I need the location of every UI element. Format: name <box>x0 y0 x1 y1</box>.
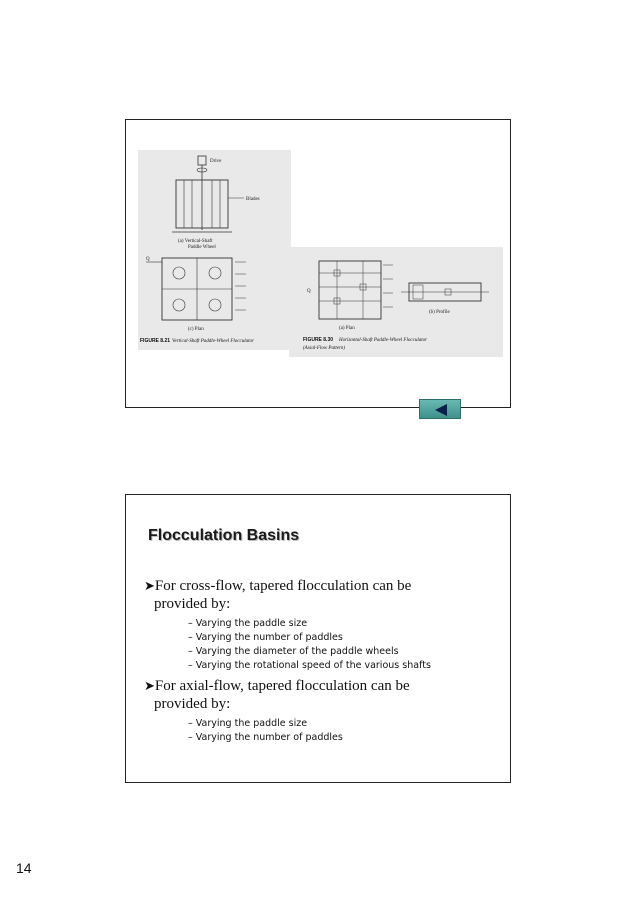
label-sub-a2: Paddle Wheel <box>188 245 216 250</box>
label-sub-a-right: (a) Plan <box>339 326 355 331</box>
page-number: 14 <box>16 860 32 876</box>
figure-vertical-shaft-flocculator <box>138 150 291 350</box>
sub-list-axial-flow <box>188 717 504 745</box>
bullet-line2: provided by: <box>154 596 231 612</box>
arrow-bullet-icon: ➤ <box>144 578 155 593</box>
back-triangle-icon <box>435 404 447 416</box>
bullet-line1: For cross-flow, tapered flocculation can be <box>154 578 412 594</box>
caption-label-right: FIGURE 8.30 <box>303 337 334 343</box>
sub-list-cross-flow <box>188 617 504 673</box>
sub-item: – Varying the paddle size <box>188 717 504 731</box>
bullet-line1: For axial-flow, tapered flocculation can be <box>154 678 410 694</box>
caption-label-left: FIGURE 8.21 <box>140 338 171 344</box>
bullet-axial-flow <box>144 677 504 713</box>
sub-item: – Varying the number of paddles <box>188 631 504 645</box>
label-blades: Blades <box>246 197 260 202</box>
label-sub-b-right: (b) Profile <box>429 310 450 315</box>
sub-item: – Varying the diameter of the paddle wheels <box>188 645 504 659</box>
slide-figures <box>125 119 511 408</box>
label-sub-a: (a) Vertical-Shaft <box>178 239 213 244</box>
caption-text-right: Horizontal-Shaft Paddle-Wheel Flocculator <box>339 338 428 343</box>
sub-item: – Varying the rotational speed of the various shafts <box>188 659 504 673</box>
label-sub-c: (c) Plan <box>188 327 204 332</box>
caption-text-right-2: (Axial-Flow Pattern) <box>303 346 346 351</box>
label-drive: Drive <box>210 159 222 164</box>
slide-title: Flocculation Basins <box>148 527 300 544</box>
caption-text-left: Vertical-Shaft Paddle-Wheel Flocculator <box>172 339 254 344</box>
back-button[interactable] <box>419 399 461 419</box>
slide-flocculation-basins <box>125 494 511 783</box>
figure-horizontal-shaft-flocculator <box>289 247 503 357</box>
sub-item: – Varying the number of paddles <box>188 731 504 745</box>
bullet-cross-flow <box>144 577 504 613</box>
bullet-line2: provided by: <box>154 696 231 712</box>
slide-content <box>144 577 504 749</box>
arrow-bullet-icon: ➤ <box>144 678 155 693</box>
sub-item: – Varying the paddle size <box>188 617 504 631</box>
label-q-right: Q <box>307 289 311 294</box>
label-q: Q <box>146 257 150 262</box>
